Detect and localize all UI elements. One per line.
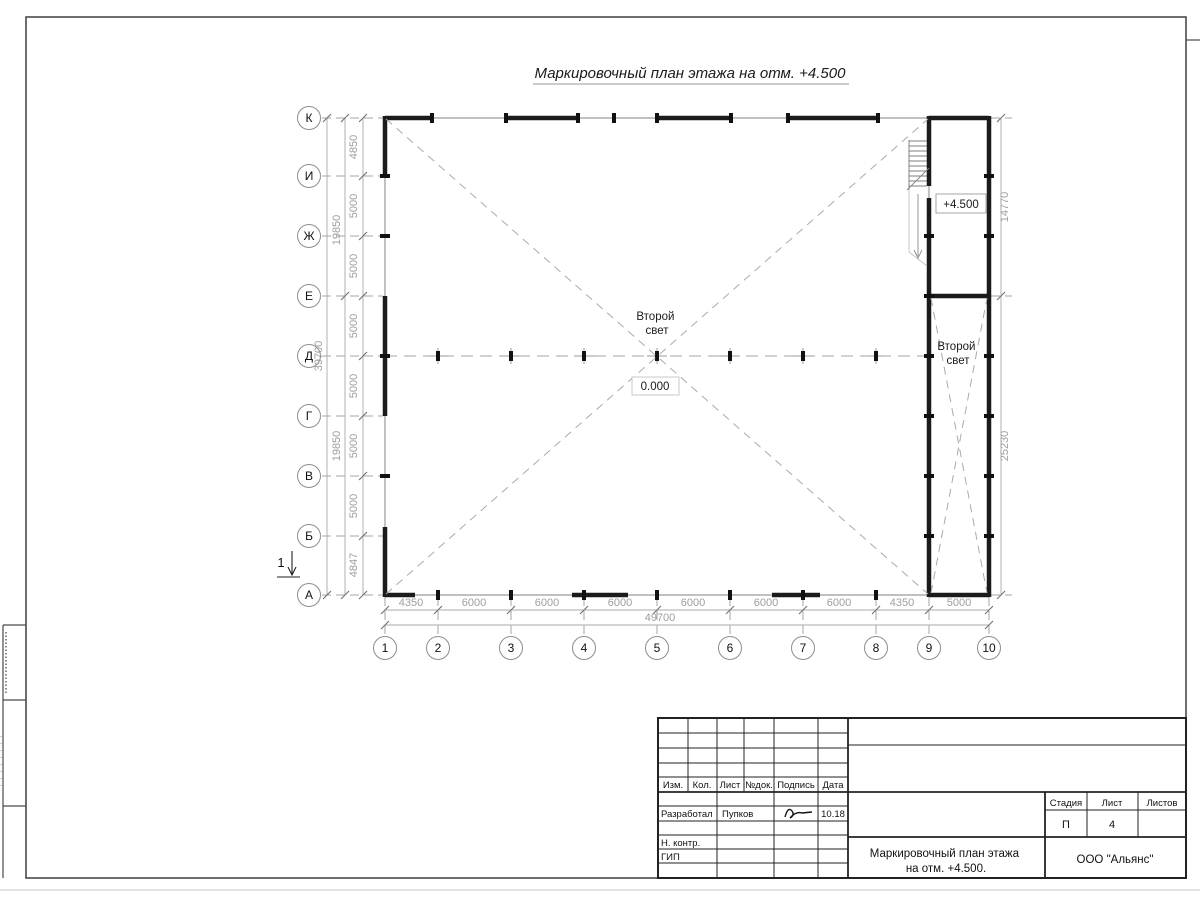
axis-col-label: 8	[872, 641, 880, 655]
tb-stage-value: П	[1062, 819, 1070, 831]
dim-row: 5000	[348, 253, 360, 279]
level-zero-label: 0.000	[640, 381, 670, 393]
dim-row: 5000	[348, 373, 360, 399]
dim-row: 5000	[348, 493, 360, 519]
interior-columns	[428, 348, 886, 364]
dim-col: 4350	[398, 597, 424, 609]
dim-col: 6000	[753, 597, 779, 609]
axis-row-label: Б	[305, 529, 313, 543]
dim-row: 4850	[348, 134, 360, 160]
section-mark-label: 1	[277, 555, 285, 570]
tb-sheets-label: Листов	[1146, 798, 1178, 809]
tb-sheet-label: Лист	[1101, 798, 1123, 809]
dim-col: 6000	[461, 597, 487, 609]
drawing-title	[533, 65, 849, 84]
axis-col-label: 7	[799, 641, 807, 655]
level-top-label: +4.500	[943, 199, 979, 211]
second-light-center-label: Второй свет	[636, 311, 675, 337]
dim-col: 6000	[534, 597, 560, 609]
tb-doc-title: Маркировочный план этажа на отм. +4.500.	[869, 848, 1020, 875]
tb-header-kol: Кол.	[692, 780, 712, 791]
dim-col: 5000	[946, 597, 972, 609]
stair-icon	[907, 140, 929, 266]
dim-row: 5000	[348, 193, 360, 219]
dim-col-overall: 49700	[644, 612, 676, 624]
tb-developer-date: 10.18	[821, 809, 845, 820]
dim-col: 6000	[826, 597, 852, 609]
dims-right	[997, 114, 1011, 599]
dims-bottom	[381, 597, 993, 629]
axis-col-label: 5	[653, 641, 661, 655]
axis-col-label: 3	[507, 641, 515, 655]
dim-col: 6000	[680, 597, 706, 609]
axis-col-label: 10	[982, 641, 996, 655]
tb-developer-name: Пупков	[722, 809, 754, 820]
axis-row-label: В	[304, 469, 314, 483]
tb-header-ndok: №док.	[745, 780, 773, 791]
section-mark	[277, 551, 300, 577]
margin-table	[1, 625, 26, 878]
tb-normcontrol-role: Н. контр.	[661, 838, 701, 849]
axis-col-label: 4	[580, 641, 588, 655]
axis-row-label: Д	[304, 349, 314, 363]
axis-row-label: А	[304, 588, 314, 602]
axis-col-label: 1	[381, 641, 389, 655]
tb-gip-role: ГИП	[661, 852, 680, 863]
tb-company: ООО "Альянс"	[1076, 854, 1154, 866]
dim-row-overall: 39700	[313, 340, 325, 372]
dim-col: 4350	[889, 597, 915, 609]
page-title: Маркировочный план этажа на отм. +4.500	[534, 65, 846, 82]
tb-sheet-value: 4	[1108, 819, 1116, 831]
dim-row-total: 19850	[331, 214, 343, 246]
dim-right: 14770	[999, 191, 1011, 223]
tb-header-podpis: Подпись	[777, 780, 815, 791]
column-axis-bubbles	[374, 637, 1001, 660]
dim-row: 5000	[348, 433, 360, 459]
axis-row-label: Ж	[303, 229, 315, 243]
axis-col-label: 9	[925, 641, 933, 655]
dim-col: 6000	[607, 597, 633, 609]
axis-col-label: 6	[726, 641, 734, 655]
second-light-annex-label: Второй свет	[937, 341, 976, 367]
dim-row: 5000	[348, 313, 360, 339]
axis-row-label: И	[304, 169, 314, 183]
tb-developer-role: Разработал	[661, 809, 713, 820]
tb-header-list: Лист	[719, 780, 741, 791]
axis-row-label: К	[305, 111, 313, 125]
axis-row-label: Е	[304, 289, 314, 303]
tb-header-izm: Изм.	[662, 780, 684, 791]
dim-row: 4847	[348, 552, 360, 578]
title-block	[658, 718, 1186, 878]
axis-row-label: Г	[305, 409, 313, 423]
axis-col-label: 2	[434, 641, 442, 655]
dim-row-total: 19850	[331, 430, 343, 462]
dim-right: 25230	[999, 430, 1011, 462]
tb-header-data: Дата	[822, 780, 844, 791]
tb-stage-label: Стадия	[1049, 798, 1083, 809]
void-diagonals	[386, 119, 987, 594]
